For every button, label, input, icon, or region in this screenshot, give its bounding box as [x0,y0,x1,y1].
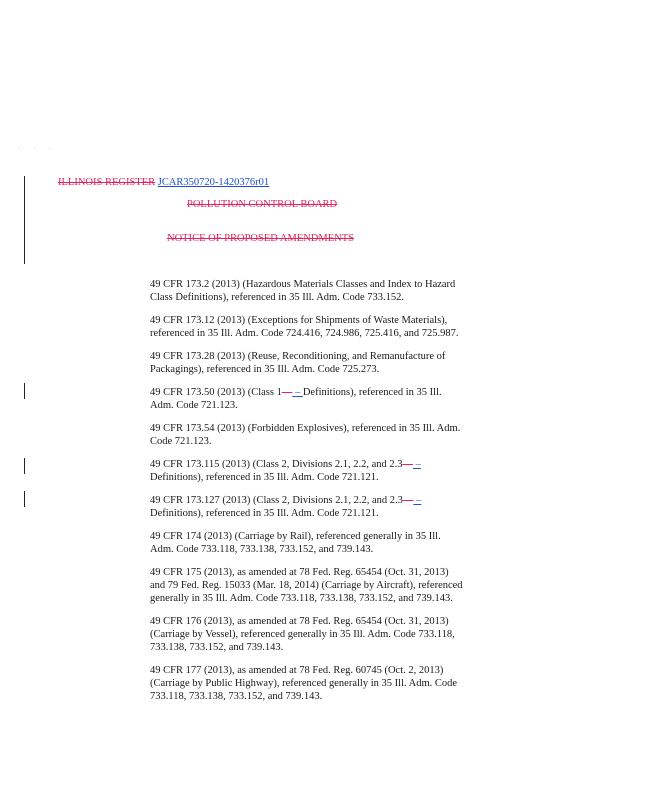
citation-item: 49 CFR 174 (2013) (Carriage by Rail), referenced generally in 35 Ill. Adm. Code 733.118, 733.138, 733.152, and 739.143. [150,531,441,555]
citation-item: 49 CFR 176 (2013), as amended at 78 Fed. Reg. 65454 (Oct. 31, 2013) (Carriage by Vessel), referenced generally in 35 Ill. Adm. Code 733.118, 733.138, 733.152, and 739.143. [150,616,455,653]
citation-item: 49 CFR 173.2 (2013) (Hazardous Materials Classes and Index to Hazard Class Definitions), referenced in 35 Ill. Adm. Code 733.152. [150,279,456,303]
inserted-en-dash: – [413,459,421,470]
citation-item: 49 CFR 173.28 (2013) (Reuse, Reconditioning, and Remanufacture of Packagings), referenced in 35 Ill. Adm. Code 725.273. [150,351,446,375]
citation-item: 49 CFR 177 (2013), as amended at 78 Fed. Reg. 60745 (Oct. 2, 2013) (Carriage by Public Highway), referenced generally in 35 Ill. Adm. Code 733.118, 733.138, 733.152, and 739.143. [150,665,458,702]
citation-item-revised: 49 CFR 173.115 (2013) (Class 2, Divisions 2.1, 2.2, and 2.3— – Definitions), referenced in 35 Ill. Adm. Code 721.121. [150,459,421,483]
change-bar-header [24,176,25,264]
inserted-en-dash: – [413,495,422,506]
deleted-em-dash: — [281,387,293,398]
page-corner-marks: . . . [18,143,57,151]
register-title-deleted: ILLINOIS REGISTER [58,177,156,188]
citation-list [150,278,480,713]
citation-item: 49 CFR 173.54 (2013) (Forbidden Explosives), referenced in 35 Ill. Adm. Code 721.123. [150,423,461,447]
change-bar-citation-173-127 [24,491,25,507]
inserted-en-dash: – [292,387,303,398]
deleted-em-dash: — [402,495,414,506]
citation-item-revised: 49 CFR 173.127 (2013) (Class 2, Divisions 2.1, 2.2, and 2.3— – Definitions), referenced in 35 Ill. Adm. Code 721.121. [150,495,422,519]
register-header [58,177,269,188]
change-bar-citation-173-50 [24,383,25,399]
citation-item-revised: 49 CFR 173.50 (2013) (Class 1— – Definitions), referenced in 35 Ill. Adm. Code 721.123. [150,387,442,411]
citation-item: 49 CFR 173.12 (2013) (Exceptions for Shipments of Waste Materials), referenced in 35 Ill. Adm. Code 724.416, 724.986, 725.416, and 725.987. [150,315,459,339]
change-bar-citation-173-115 [24,458,25,474]
agency-title-deleted: POLLUTION CONTROL BOARD [187,199,338,210]
notice-title-deleted: NOTICE OF PROPOSED AMENDMENTS [167,233,354,244]
document-id-inserted: JCAR350720-1420376r01 [157,177,270,188]
citation-item: 49 CFR 175 (2013), as amended at 78 Fed. Reg. 65454 (Oct. 31, 2013) and 79 Fed. Reg. 15033 (Mar. 18, 2014) (Carriage by Aircraft), referenced generally in 35 Ill. Adm. Code 733.118, 733.138, 733.152, and 739.143. [150,567,463,604]
deleted-em-dash: — [402,459,413,470]
